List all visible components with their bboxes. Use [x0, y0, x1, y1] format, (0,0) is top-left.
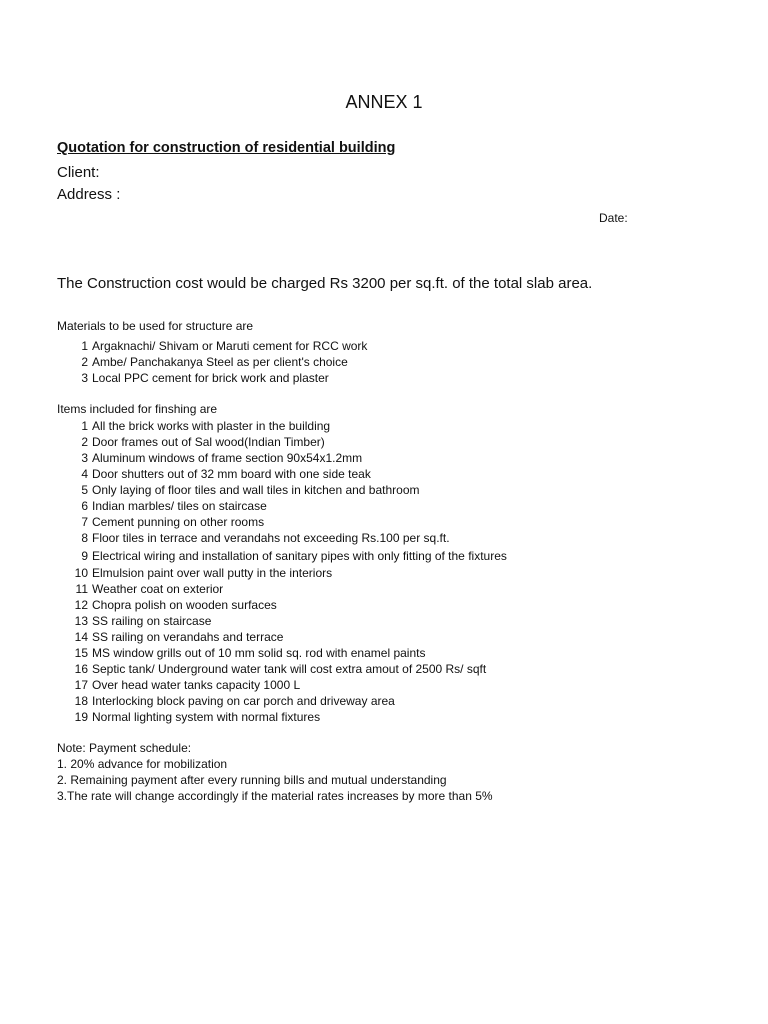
item-text: Only laying of floor tiles and wall tiles in kitchen and bathroom: [92, 483, 420, 497]
payment-note-line: 3.The rate will change accordingly if the material rates increases by more than 5%: [57, 789, 493, 803]
item-text: All the brick works with plaster in the building: [92, 419, 331, 433]
item-text: Weather coat on exterior: [92, 582, 224, 596]
finishing-item: [0, 598, 768, 614]
item-text: SS railing on verandahs and terrace: [92, 630, 284, 644]
item-text: Ambe/ Panchakanya Steel as per client's choice: [92, 355, 348, 369]
item-number: 7: [81, 515, 88, 529]
finishing-item: [0, 515, 768, 531]
materials-item: [0, 371, 768, 387]
item-text: Floor tiles in terrace and verandahs not exceeding Rs.100 per sq.ft.: [92, 531, 450, 545]
item-text: Door shutters out of 32 mm board with one side teak: [92, 467, 371, 481]
item-text: Electrical wiring and installation of sanitary pipes with only fitting of the fixtures: [92, 549, 507, 563]
item-number: 12: [74, 598, 88, 612]
payment-note-line: 2. Remaining payment after every running bills and mutual understanding: [57, 773, 447, 787]
finishing-item: [0, 646, 768, 662]
item-number: 2: [81, 355, 88, 369]
item-number: 6: [81, 499, 88, 513]
item-number: 2: [81, 435, 88, 449]
cost-statement: The Construction cost would be charged Rs 3200 per sq.ft. of the total slab area.: [57, 275, 593, 292]
quotation-title: Quotation for construction of residential building: [57, 140, 396, 156]
item-number: 8: [81, 531, 88, 545]
item-number: 1: [81, 339, 88, 353]
item-text: Aluminum windows of frame section 90x54x1.2mm: [92, 451, 363, 465]
item-text: Over head water tanks capacity 1000 L: [92, 678, 301, 692]
finishing-item: [0, 630, 768, 646]
item-number: 19: [74, 710, 88, 724]
item-text: Local PPC cement for brick work and plaster: [92, 371, 329, 385]
item-number: 14: [74, 630, 88, 644]
item-number: 18: [74, 694, 88, 708]
finishing-item: [0, 710, 768, 726]
item-text: MS window grills out of 10 mm solid sq. rod with enamel paints: [92, 646, 426, 660]
materials-item: [0, 339, 768, 355]
item-text: SS railing on staircase: [92, 614, 212, 628]
finishing-item: [0, 483, 768, 499]
item-text: Argaknachi/ Shivam or Maruti cement for RCC work: [92, 339, 368, 353]
item-number: 5: [81, 483, 88, 497]
item-text: Chopra polish on wooden surfaces: [92, 598, 277, 612]
item-number: 15: [74, 646, 88, 660]
finishing-item: [0, 419, 768, 435]
item-number: 16: [74, 662, 88, 676]
finishing-item: [0, 499, 768, 515]
finishing-item: [0, 549, 768, 565]
client-label: Client:: [57, 164, 100, 181]
item-number: 1: [81, 419, 88, 433]
materials-label: Materials to be used for structure are: [57, 319, 254, 333]
item-text: Septic tank/ Underground water tank will cost extra amout of 2500 Rs/ sqft: [92, 662, 487, 676]
item-text: Interlocking block paving on car porch and driveway area: [92, 694, 395, 708]
finishing-label: Items included for finshing are: [57, 402, 218, 416]
item-number: 4: [81, 467, 88, 481]
finishing-item: [0, 582, 768, 598]
annex-heading: ANNEX 1: [345, 92, 423, 112]
item-number: 9: [81, 549, 88, 563]
item-number: 3: [81, 451, 88, 465]
item-text: Door frames out of Sal wood(Indian Timber): [92, 435, 325, 449]
payment-note-label: Note: Payment schedule:: [57, 741, 192, 755]
finishing-item: [0, 451, 768, 467]
address-label: Address :: [57, 186, 121, 203]
finishing-item: [0, 614, 768, 630]
item-number: 3: [81, 371, 88, 385]
item-text: Elmulsion paint over wall putty in the interiors: [92, 566, 333, 580]
finishing-item: [0, 435, 768, 451]
item-number: 11: [75, 582, 88, 596]
finishing-item: [0, 531, 768, 547]
item-text: Cement punning on other rooms: [92, 515, 265, 529]
item-text: Indian marbles/ tiles on staircase: [92, 499, 267, 513]
finishing-item: [0, 678, 768, 694]
finishing-item: [0, 694, 768, 710]
finishing-item: [0, 566, 768, 582]
finishing-item: [0, 662, 768, 678]
item-number: 17: [74, 678, 88, 692]
finishing-item: [0, 467, 768, 483]
payment-note-line: 1. 20% advance for mobilization: [57, 757, 228, 771]
materials-item: [0, 355, 768, 371]
item-number: 10: [74, 566, 88, 580]
item-text: Normal lighting system with normal fixtures: [92, 710, 321, 724]
date-label: Date:: [599, 211, 628, 225]
item-number: 13: [74, 614, 88, 628]
